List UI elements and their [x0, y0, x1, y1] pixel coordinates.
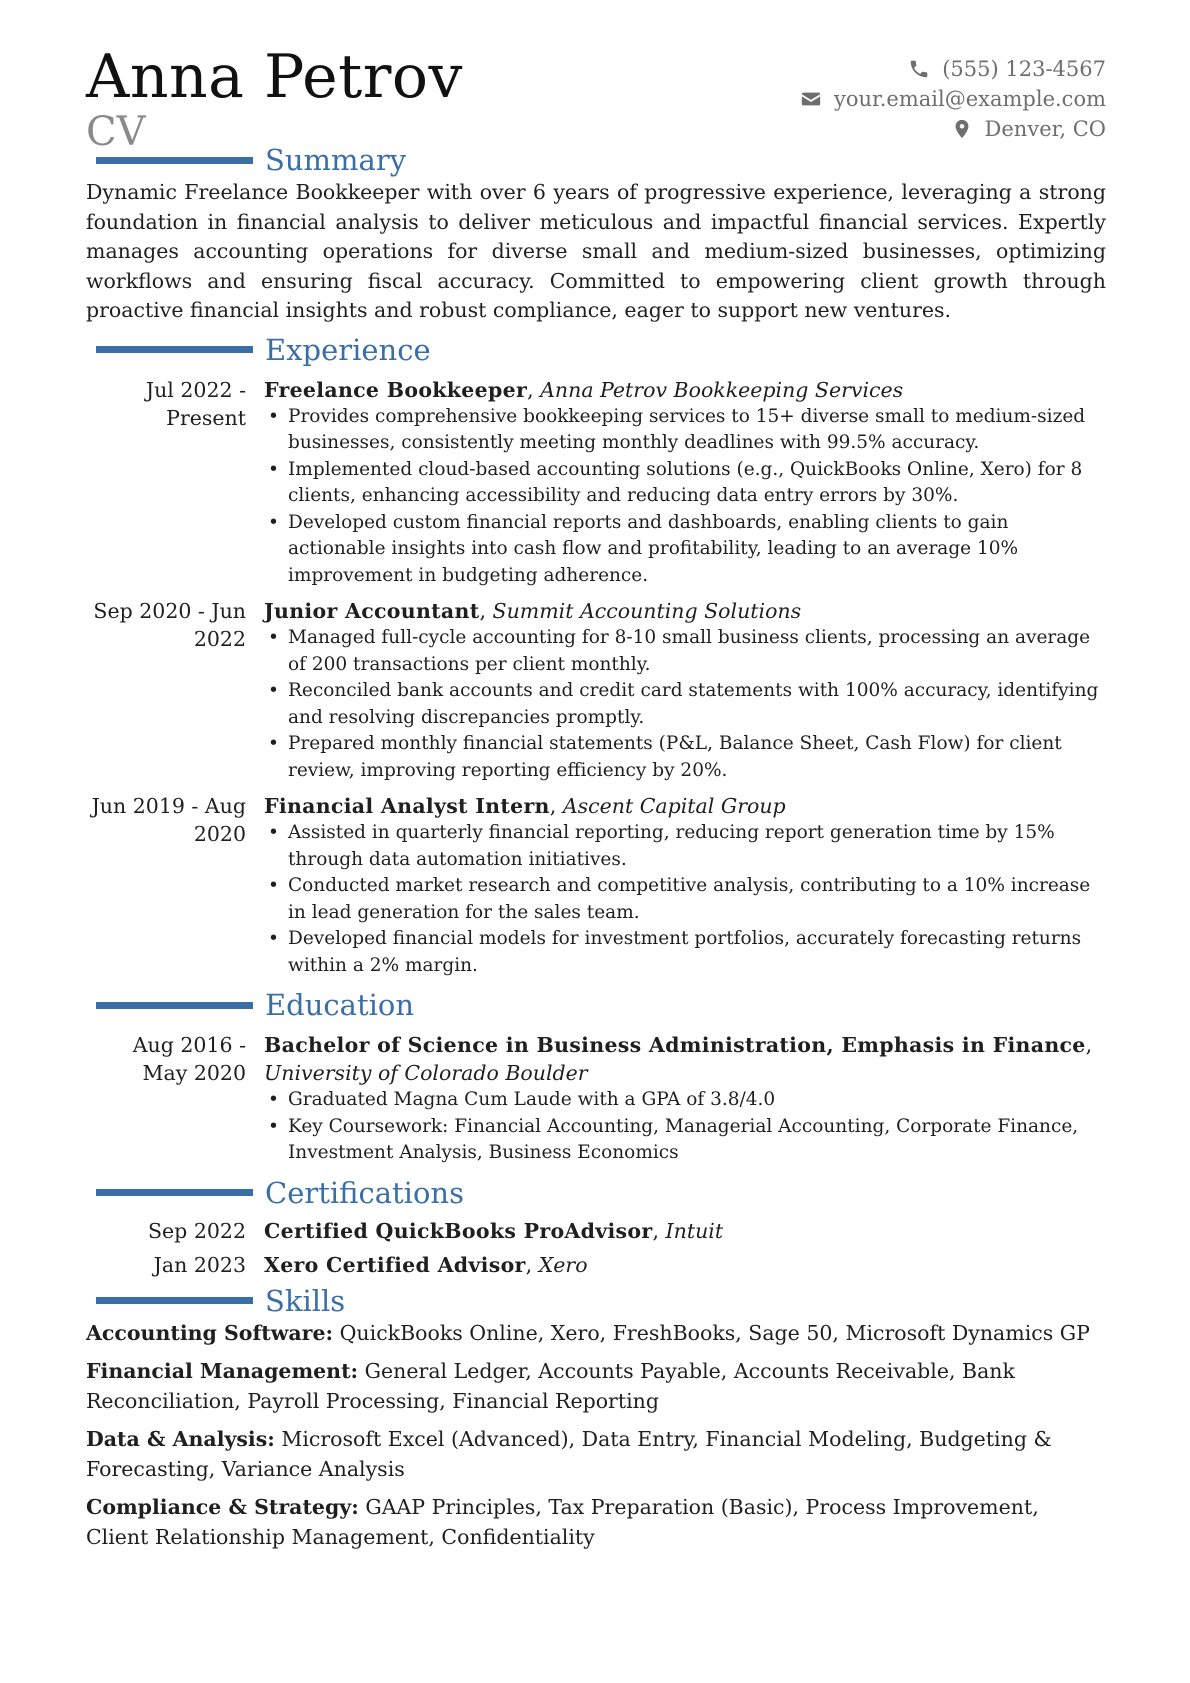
bullet-item: • Key Coursework: Financial Accounting, Managerial Accounting, Corporate Finance, Investment Analysis, Business Economics: [288, 1114, 1106, 1167]
cert-date: Jan 2023: [153, 1252, 246, 1277]
entry-dates: Aug 2016 - May 2020: [132, 1033, 246, 1085]
skill-list: GAAP Principles, Tax Preparation (Basic), Process Improvement, Client Relationship Management, Confidentiality: [86, 1495, 1039, 1549]
phone-icon: [908, 58, 930, 80]
entry-bullets: [264, 625, 1106, 784]
map-pin-icon: [951, 118, 973, 140]
section-title-certifications: Certifications: [265, 1175, 464, 1210]
entry-dates: Sep 2020 - Jun 2022: [93, 599, 246, 651]
experience-entry: [86, 376, 1106, 590]
bullet-item: • Implemented cloud-based accounting solutions (e.g., QuickBooks Online, Xero) for 8 clients, enhancing accessibility and reducing data entry errors by 30%.: [288, 457, 1106, 510]
education-entry: [86, 1031, 1106, 1167]
education-heading: [86, 987, 1106, 1023]
entry-heading: Bachelor of Science in Business Administration, Emphasis in Finance, University of Colorado Boulder: [264, 1033, 1093, 1085]
candidate-name: Anna Petrov: [86, 42, 463, 112]
summary-text: Dynamic Freelance Bookkeeper with over 6 years of progressive experience, leveraging a strong foundation in financial analysis to deliver meticulous and impactful financial services. Expertly manages accounting operations for diverse small and medium-sized businesses, optimizing workflows and ensuring fiscal accuracy. Committed to empowering client growth through proactive financial insights and robust compliance, eager to support new ventures.: [86, 180, 1106, 322]
cert-name: Xero Certified Advisor: [264, 1252, 526, 1277]
skill-category: Financial Management:: [86, 1359, 359, 1383]
resume-page: [86, 44, 1106, 1561]
certification-entry: [86, 1251, 1106, 1279]
bullet-item: • Developed financial models for investment portfolios, accurately forecasting returns within a 2% margin.: [288, 926, 1106, 979]
entry-degree: Bachelor of Science in Business Administration, Emphasis in Finance: [264, 1033, 1086, 1057]
entry-dates: Jun 2019 - Aug 2020: [91, 794, 246, 846]
entry-body: [264, 1031, 1106, 1167]
cert-name: Certified QuickBooks ProAdvisor: [264, 1218, 653, 1243]
bullet-item: • Reconciled bank accounts and credit card statements with 100% accuracy, identifying and resolving discrepancies promptly.: [288, 678, 1106, 731]
entry-role: Freelance Bookkeeper: [264, 377, 528, 402]
section-title-summary: Summary: [265, 143, 407, 177]
cert-heading: Xero Certified Advisor, Xero: [264, 1252, 588, 1277]
cert-issuer: Xero: [538, 1252, 588, 1277]
section-title-experience: Experience: [265, 332, 431, 367]
contact-info: [800, 54, 1106, 144]
section-title-skills: Skills: [265, 1283, 346, 1318]
entry-org: Summit Accounting Solutions: [492, 599, 802, 623]
skill-list: General Ledger, Accounts Payable, Accounts Receivable, Bank Reconciliation, Payroll Processing, Financial Reporting: [86, 1359, 1015, 1413]
entry-heading: Freelance Bookkeeper, Anna Petrov Bookkeeping Services: [264, 377, 904, 402]
entry-body: [264, 376, 1106, 590]
entry-dates: Jul 2022 - Present: [145, 377, 246, 430]
entry-org: Ascent Capital Group: [562, 794, 786, 818]
certification-entry: [86, 1217, 1106, 1245]
skill-group: [86, 1319, 1106, 1349]
entry-body: [264, 792, 1106, 979]
entry-role: Junior Accountant: [264, 599, 480, 623]
skill-category: Data & Analysis:: [86, 1427, 275, 1451]
bullet-item: • Developed custom financial reports and dashboards, enabling clients to gain actionable insights into cash flow and profitability, leading to an average 10% improvement in budgeting adherence.: [288, 510, 1106, 590]
contact-location: [800, 114, 1106, 144]
skill-group: [86, 1425, 1106, 1484]
entry-body: [264, 597, 1106, 784]
certifications-heading: [86, 1175, 1106, 1211]
contact-email: [800, 84, 1106, 114]
entry-heading: Junior Accountant, Summit Accounting Solutions: [264, 599, 802, 623]
entry-role: Financial Analyst Intern: [264, 794, 550, 818]
contact-phone: [800, 54, 1106, 84]
entry-bullets: [264, 820, 1106, 979]
skill-list: Microsoft Excel (Advanced), Data Entry, Financial Modeling, Budgeting & Forecasting, Variance Analysis: [86, 1427, 1052, 1481]
bullet-item: • Assisted in quarterly financial reporting, reducing report generation time by 15% through data automation initiatives.: [288, 820, 1106, 873]
location-text: Denver, CO: [984, 117, 1106, 141]
section-rule: [96, 346, 253, 353]
cert-heading: Certified QuickBooks ProAdvisor, Intuit: [264, 1218, 724, 1243]
entry-bullets: [264, 404, 1106, 590]
skill-category: Compliance & Strategy:: [86, 1495, 359, 1519]
experience-heading: [86, 332, 1106, 368]
bullet-item: • Prepared monthly financial statements (P&L, Balance Sheet, Cash Flow) for client review, improving reporting efficiency by 20%.: [288, 731, 1106, 784]
resume-header: [86, 44, 1106, 162]
entry-school: University of Colorado Boulder: [264, 1061, 588, 1085]
skill-list: QuickBooks Online, Xero, FreshBooks, Sage 50, Microsoft Dynamics GP: [339, 1320, 1090, 1345]
section-rule: [96, 1189, 253, 1196]
email-link[interactable]: your.email@example.com: [833, 87, 1106, 111]
section-title-education: Education: [265, 988, 415, 1022]
entry-org: Anna Petrov Bookkeeping Services: [540, 377, 904, 402]
experience-entry: [86, 597, 1106, 784]
bullet-item: • Managed full-cycle accounting for 8-10 small business clients, processing an average of 200 transactions per client monthly.: [288, 625, 1106, 678]
cert-issuer: Intuit: [665, 1218, 724, 1243]
skill-group: [86, 1357, 1106, 1416]
bullet-item: • Conducted market research and competitive analysis, contributing to a 10% increase in lead generation for the sales team.: [288, 873, 1106, 926]
bullet-item: • Provides comprehensive bookkeeping services to 15+ diverse small to medium-sized businesses, consistently meeting monthly deadlines with 99.5% accuracy.: [288, 404, 1106, 457]
experience-entry: [86, 792, 1106, 979]
section-rule: [96, 1002, 253, 1009]
section-rule: [96, 1297, 253, 1304]
cert-date: Sep 2022: [148, 1218, 246, 1243]
document-subtitle: CV: [86, 109, 146, 155]
bullet-item: • Graduated Magna Cum Laude with a GPA of 3.8/4.0: [288, 1087, 1106, 1114]
entry-bullets: [264, 1087, 1106, 1167]
skills-heading: [86, 1283, 1106, 1319]
envelope-icon: [800, 88, 822, 110]
phone-text: (555) 123-4567: [942, 57, 1106, 81]
entry-heading: Financial Analyst Intern, Ascent Capital Group: [264, 794, 786, 818]
skill-category: Accounting Software:: [86, 1320, 334, 1345]
skill-group: [86, 1493, 1106, 1552]
